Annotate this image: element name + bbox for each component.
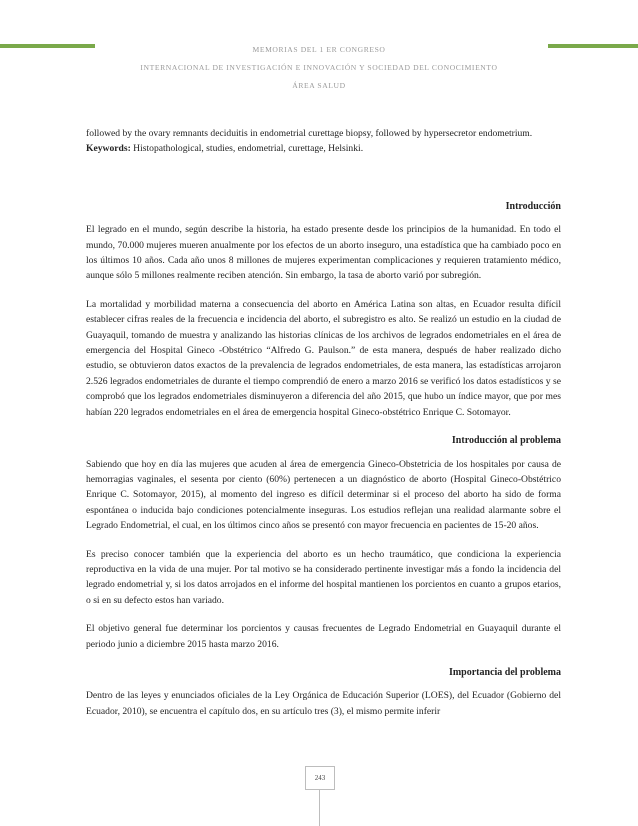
- header-line-2: INTERNACIONAL DE INVESTIGACIÓN E INNOVACIÓN Y SOCIEDAD DEL CONOCIMIENTO: [140, 63, 498, 72]
- abstract-continuation: followed by the ovary remnants deciduitis in endometrial curettage biopsy, followed by hypersecretor endometrium.: [86, 128, 533, 139]
- section-heading-introduccion-problema: Introducción al problema: [451, 435, 561, 447]
- paragraph-problem-3: El objetivo general fue determinar los porcientos y causas frecuentes de Legrado Endometrial en Guayaquil durante el periodo junio a diciembre 2015 hasta marzo 2016.: [86, 623, 561, 650]
- footer-rule: [319, 789, 320, 826]
- keywords-text: Histopathological, studies, endometrial, curettage, Helsinki.: [130, 143, 364, 155]
- page-body: [86, 126, 561, 719]
- paragraph-problem-1: Sabiendo que hoy en día las mujeres que acuden al área de emergencia Gineco-Obstetricia de los hospitales por causa de hemorragias vaginales, el sesenta por ciento (60%) pertenecen a un diagnóstico de aborto (Hospital Gineco-Obstétrico Enrique C. Sotomayor, 2015), al momento del ingreso es difícil determinar si el proceso del aborto ha sido de forma espontánea o inducida bajo condiciones potencialmente inseguras. Los estudios reflejan una realidad alarmante sobre el Legrado Endometrial, el cual, en los últimos cinco años se presentó con mayor frecuencia en pacientes de 15-20 años.: [86, 458, 561, 532]
- paragraph-importance-1: Dentro de las leyes y enunciados oficiales de la Ley Orgánica de Educación Superior (LOES), del Ecuador (Gobierno del Ecuador, 2010), se encuentra el capítulo dos, en su artículo tres (3), el mismo permite inferir: [86, 690, 561, 717]
- section-heading-importancia: Importancia del problema: [448, 666, 561, 678]
- running-header: [0, 42, 638, 94]
- keywords-line: [86, 141, 561, 156]
- header-line-3: ÁREA SALUD: [292, 81, 346, 90]
- page-number: 243: [305, 766, 335, 790]
- keywords-label: Keywords:: [86, 143, 131, 155]
- paragraph-intro-2: La mortalidad y morbilidad materna a consecuencia del aborto en América Latina son altas, en Ecuador resulta difícil establecer cifras reales de la frecuencia e incidencia del aborto, el subregistro es alto. Se realizó un estudio en la ciudad de Guayaquil, tomando de muestra y analizando las historias clínicas de los archivos de legrados endometriales en el área de emergencia del Hospital Gineco -Obstétrico “Alfredo G. Paulson.” de esta manera, después de haber realizado dicho estudio, se obtuvieron datos exactos de la prevalencia de legrados endometriales, de esta manera, las estadísticas arrojaron 2.526 legrados endometriales de durante el tiempo comprendió de enero a marzo 2016 se verificó los datos estadísticos y se comprobó que los legrados endometriales disminuyeron a diferencia del año 2015, que hubo un índice mayor, que por mes habían 220 legrados endometriales en el área de emergencia hospital Gineco-obstétrico Enrique C. Sotomayor.: [86, 298, 561, 418]
- header-line-1: MEMORIAS DEL 1 ER CONGRESO: [252, 45, 386, 54]
- paragraph-intro-1: El legrado en el mundo, según describe la historia, ha estado presente desde los principios de la humanidad. En todo el mundo, 70.000 mujeres mueren anualmente por los efectos de un aborto inseguro, una estadística que ha cambiado poco en los últimos 10 años. Cada año unos 8 millones de mujeres experimentan complicaciones y requieren tratamiento médico, aunque sólo 5 millones realmente reciben atención. Sin embargo, la tasa de aborto varió por subregión.: [86, 224, 561, 282]
- paragraph-problem-2: Es preciso conocer también que la experiencia del aborto es un hecho traumático, que condiciona la experiencia reproductiva en la vida de una mujer. Por tal motivo se ha considerado pertinente investigar más a fondo la incidencia del legrado endometrial y, si los datos arrojados en el informe del hospital mantienen los porcientos en cuanto a grupos etarios, o si en su defecto estos han variado.: [86, 548, 561, 606]
- section-heading-introduccion: Introducción: [505, 200, 561, 212]
